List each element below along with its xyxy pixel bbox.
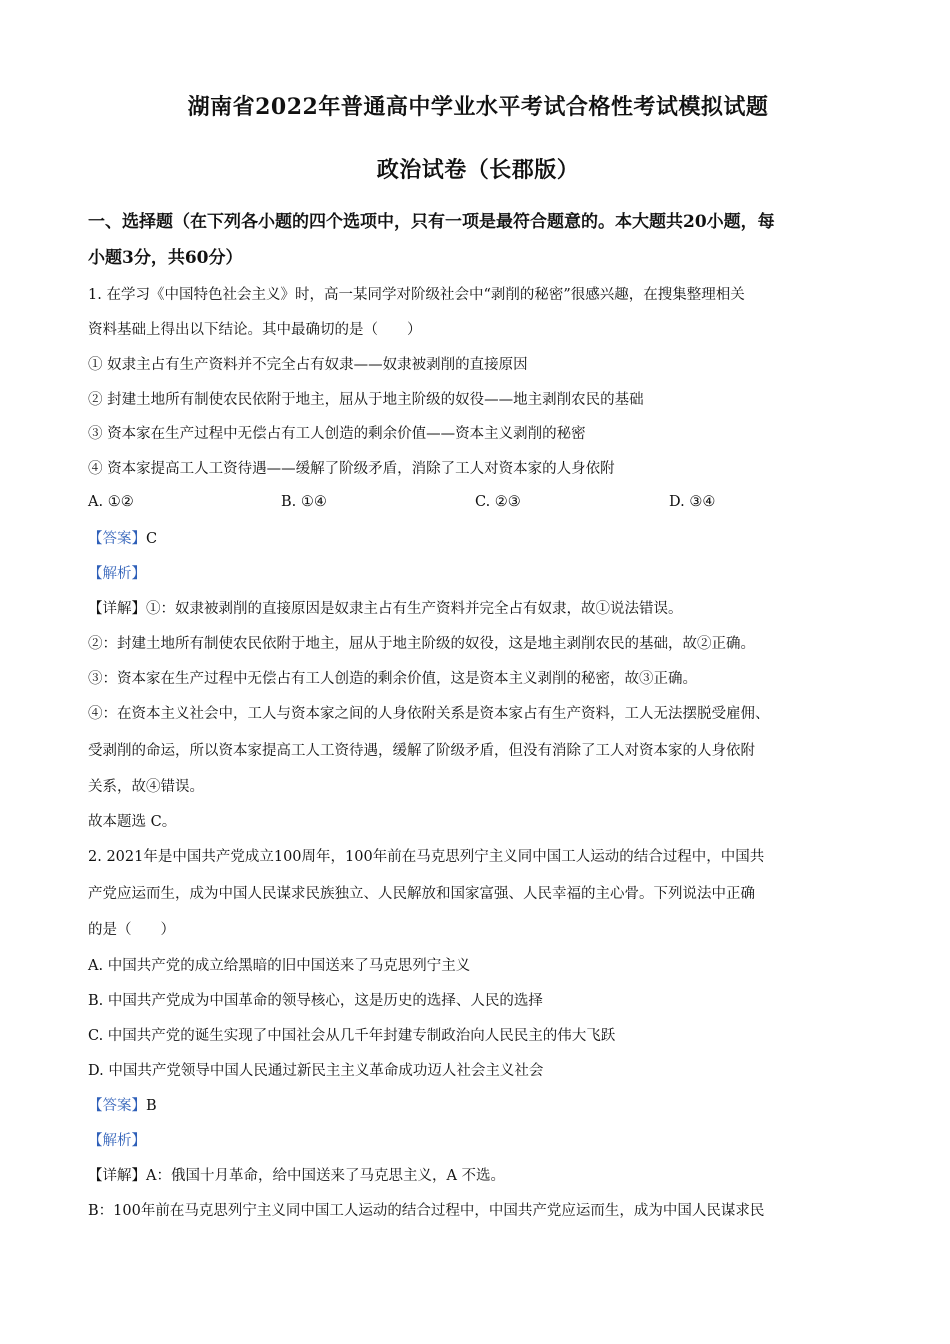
- q2-stem-line2: 产党应运而生，成为中国人民谋求民族独立、人民解放和国家富强、人民幸福的主心骨。下列说法中正确: [88, 886, 755, 902]
- q1-option-b: B. ①④: [281, 494, 327, 510]
- q1-option-c: C. ②③: [475, 494, 521, 510]
- q2-option-b: B. 中国共产党成为中国革命的领导核心，这是历史的选择、人民的选择: [88, 993, 543, 1009]
- q1-answer-tag: 【答案】: [88, 531, 146, 547]
- q1-analysis-tag: 【解析】: [88, 566, 146, 582]
- q2-answer-tag: 【答案】: [88, 1098, 146, 1114]
- q1-option-d: D. ③④: [669, 494, 716, 510]
- q2-detail-a: 【详解】A：俄国十月革命，给中国送来了马克思主义，A 不选。: [88, 1168, 506, 1184]
- q1-answer: [88, 529, 868, 549]
- q2-analysis-tag: 【解析】: [88, 1133, 146, 1149]
- q1-answer-value: C: [146, 531, 158, 547]
- q2-option-a: A. 中国共产党的成立给黑暗的旧中国送来了马克思列宁主义: [88, 958, 471, 974]
- q1-stem-line2: 资料基础上得出以下结论。其中最确切的是（ ）: [88, 322, 422, 338]
- q1-conclusion: 故本题选 C。: [88, 814, 177, 830]
- q1-detail-3: ③：资本家在生产过程中无偿占有工人创造的剩余价值，这是资本主义剥削的秘密，故③正确。: [88, 671, 697, 687]
- section-heading-line2: 小题3分，共60分）: [88, 248, 243, 268]
- exam-subtitle: 政治试卷（长郡版）: [376, 157, 580, 183]
- q1-detail-2: ②：封建土地所有制使农民依附于地主，屈从于地主阶级的奴役，这是地主剥削农民的基础，故②正确。: [88, 636, 755, 652]
- q1-detail-4c: 关系，故④错误。: [88, 779, 204, 795]
- exam-title: 湖南省2022年普通高中学业水平考试合格性考试模拟试题: [187, 94, 769, 120]
- q1-stem-line1: 1. 在学习《中国特色社会主义》时，高一某同学对阶级社会中“剥削的秘密”很感兴趣，在搜集整理相关: [88, 287, 745, 303]
- q2-answer: [88, 1096, 868, 1116]
- q1-detail-1: 【详解】①：奴隶被剥削的直接原因是奴隶主占有生产资料并完全占有奴隶，故①说法错误。: [88, 601, 683, 617]
- q2-detail-b: B：100年前在马克思列宁主义同中国工人运动的结合过程中，中国共产党应运而生，成为中国人民谋求民: [88, 1203, 765, 1219]
- q1-statement-3: ③ 资本家在生产过程中无偿占有工人创造的剩余价值——资本主义剥削的秘密: [88, 426, 586, 442]
- q1-statement-2: ② 封建土地所有制使农民依附于地主，屈从于地主阶级的奴役——地主剥削农民的基础: [88, 392, 644, 408]
- q2-stem-line3: 的是（ ）: [88, 922, 175, 938]
- section-heading-line1: 一、选择题（在下列各小题的四个选项中，只有一项是最符合题意的。本大题共20小题，每: [88, 212, 775, 232]
- q2-answer-value: B: [146, 1098, 157, 1114]
- q1-option-a: A. ①②: [88, 494, 134, 510]
- q2-option-c: C. 中国共产党的诞生实现了中国社会从几千年封建专制政治向人民民主的伟大飞跃: [88, 1028, 616, 1044]
- q1-detail-4b: 受剥削的命运，所以资本家提高工人工资待遇，缓解了阶级矛盾，但没有消除了工人对资本家的人身依附: [88, 743, 755, 759]
- q1-statement-4: ④ 资本家提高工人工资待遇——缓解了阶级矛盾，消除了工人对资本家的人身依附: [88, 461, 615, 477]
- q1-statement-1: ① 奴隶主占有生产资料并不完全占有奴隶——奴隶被剥削的直接原因: [88, 357, 528, 373]
- q2-option-d: D. 中国共产党领导中国人民通过新民主主义革命成功迈人社会主义社会: [88, 1063, 544, 1079]
- q2-stem-line1: 2. 2021年是中国共产党成立100周年，100年前在马克思列宁主义同中国工人运动的结合过程中，中国共: [88, 849, 765, 865]
- q1-detail-4a: ④：在资本主义社会中，工人与资本家之间的人身依附关系是资本家占有生产资料，工人无法摆脱受雇佣、: [88, 706, 770, 722]
